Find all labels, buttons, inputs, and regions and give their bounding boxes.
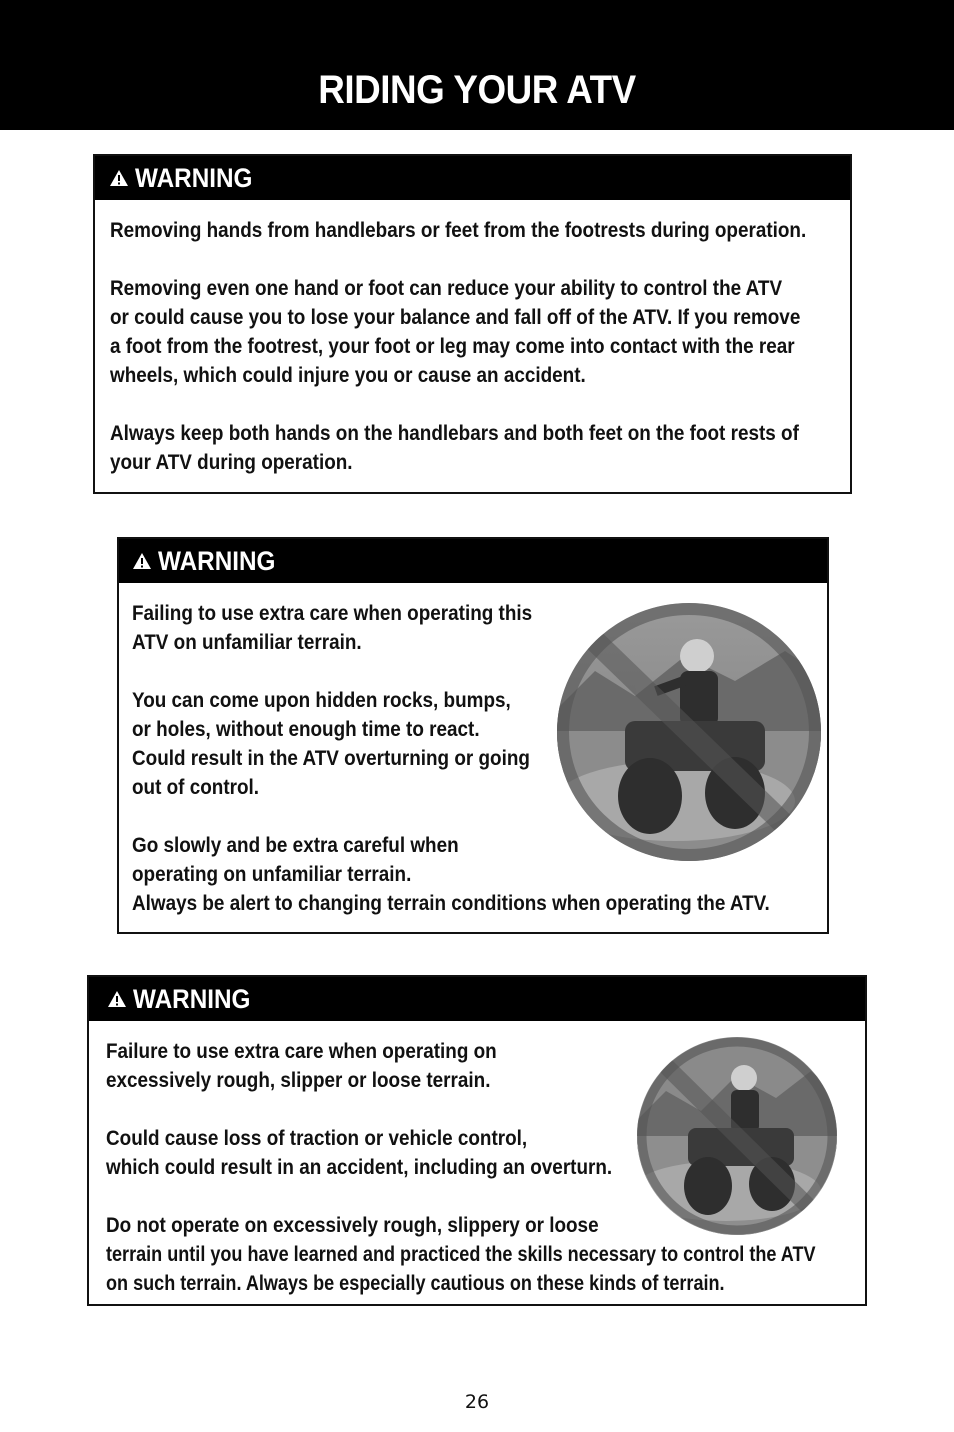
warning-text-line: a foot from the footrest, your foot or leg may come into contact with the rear <box>110 335 795 358</box>
warning-text-line: Removing even one hand or foot can reduce your ability to control the ATV <box>110 277 783 300</box>
warning-text-line: your ATV during operation. <box>110 451 353 474</box>
warning-triangle-icon <box>109 169 129 187</box>
warning-box-rough-terrain <box>87 975 867 1306</box>
warning-triangle-icon <box>132 552 152 570</box>
warning-text-line: Failure to use extra care when operating on <box>106 1040 497 1063</box>
warning-text-line: Go slowly and be extra careful when <box>132 834 459 857</box>
warning-text-line: terrain until you have learned and practiced the skills necessary to control the ATV <box>106 1243 816 1266</box>
warning-body <box>95 216 850 477</box>
header-bar <box>0 0 954 130</box>
warning-text-line: Could result in the ATV overturning or going <box>132 747 530 770</box>
warning-text-line: Always be alert to changing terrain conditions when operating the ATV. <box>132 892 770 915</box>
warning-header <box>89 977 865 1021</box>
warning-label: WARNING <box>133 984 251 1014</box>
warning-text-line <box>110 390 776 419</box>
warning-header <box>95 156 850 200</box>
warning-text-line <box>110 245 776 274</box>
warning-text-line: or holes, without enough time to react. <box>132 718 480 741</box>
warning-text-line: wheels, which could injure you or cause an accident. <box>110 364 586 387</box>
prohibited-atv-photo <box>636 1036 838 1236</box>
warning-text-line: out of control. <box>132 776 260 799</box>
warning-text-line: excessively rough, slipper or loose terrain. <box>106 1069 491 1092</box>
page-title: RIDING YOUR ATV <box>318 68 636 112</box>
warning-box-handlebars <box>93 154 852 494</box>
warning-label: WARNING <box>135 163 253 193</box>
warning-text-line: Removing hands from handlebars or feet from the footrests during operation. <box>110 219 807 242</box>
warning-label: WARNING <box>158 546 276 576</box>
warning-text-line: Always keep both hands on the handlebars and both feet on the foot rests of <box>110 422 799 445</box>
warning-text-line: which could result in an accident, including an overturn. <box>106 1156 613 1179</box>
warning-header <box>119 539 827 583</box>
prohibited-atv-photo <box>555 601 823 863</box>
warning-text-line: Failing to use extra care when operating this <box>132 602 533 625</box>
warning-text-line: or could cause you to lose your balance and fall off of the ATV. If you remove <box>110 306 801 329</box>
warning-text-line: Could cause loss of traction or vehicle control, <box>106 1127 528 1150</box>
warning-box-unfamiliar-terrain <box>117 537 829 934</box>
warning-text-line: Do not operate on excessively rough, slippery or loose <box>106 1214 599 1237</box>
warning-text-line: on such terrain. Always be especially cautious on these kinds of terrain. <box>106 1272 725 1295</box>
warning-text-line: operating on unfamiliar terrain. <box>132 863 412 886</box>
page-number: 26 <box>464 1391 490 1413</box>
warning-text-line: ATV on unfamiliar terrain. <box>132 631 362 654</box>
warning-text-line: You can come upon hidden rocks, bumps, <box>132 689 511 712</box>
warning-triangle-icon <box>107 990 127 1008</box>
